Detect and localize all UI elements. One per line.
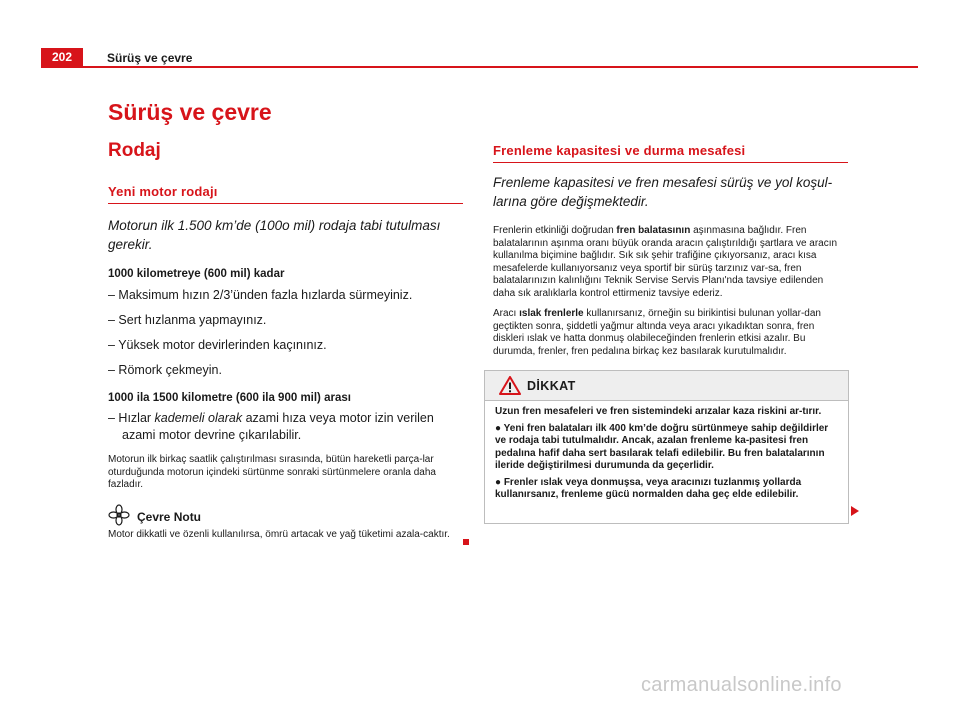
list-item-emphasis: kademeli olarak <box>154 411 243 425</box>
continue-arrow-icon <box>851 506 859 516</box>
section-end-marker <box>463 539 469 545</box>
list-item: – Sert hızlanma yapmayınız. <box>108 313 267 327</box>
paragraph-text: kullanırsanız, örneğin su birikintisi bulunan yollar-dan geçtikten sonra, şiddetli yağmur altında veya aracı yıkadıktan sonra, fren diskleri ıslak ve hatta donmuş olabileceğinden frenlerin etkisi azalır. Bu durumda, frenler, fren pedalına birkaç kez basılarak kurutulmalıdır. <box>493 308 821 357</box>
intro-text: Motorun ilk 1.500 km’de (100o mil) rodaja tabi tutulması gerekir. <box>108 218 441 252</box>
warning-body <box>485 401 848 511</box>
paragraph <box>493 308 848 358</box>
subsection-heading: Frenleme kapasitesi ve durma mesafesi <box>493 143 848 163</box>
right-column <box>493 140 848 358</box>
header-rule <box>41 66 918 68</box>
warning-title: DİKKAT <box>527 379 576 393</box>
paragraph-text: aşınmasına bağlıdır. Fren balatalarının aşınma oranı büyük oranda aracın çalıştırıldığı şartlara ve aracın kullanılma biçimine bağlıdır. Sık sık şehir trafiğine çıkıyorsanız, aracı kısa mesafelerde kullanıyorsanız veya sportif bir sürüş tarzınız var-sa, fren balatalarınızın kalınlığını Teknik Servise Servis Planı'nda tavsiye edilenden daha sık aralıklarla kontrol ettirmeniz tavsiye ederiz. <box>493 225 838 299</box>
flower-icon <box>108 504 130 526</box>
list-item: – Maksimum hızın 2/3’ünden fazla hızlarda sürmeyiniz. <box>108 288 413 302</box>
list-item <box>108 410 463 444</box>
section-heading: Rodaj <box>108 140 161 161</box>
paragraph-text: Aracı <box>493 308 520 319</box>
warning-box <box>484 370 849 524</box>
block1-title: 1000 kilometreye (600 mil) kadar <box>108 268 285 280</box>
env-note-header <box>108 504 463 526</box>
paragraph-bold: fren balatasının <box>616 225 691 236</box>
block2-title: 1000 ila 1500 kilometre (600 ila 900 mil) arası <box>108 392 351 404</box>
warning-text: ● Yeni fren balataları ilk 400 km’de doğru sürtünmeye sahip değildirler ve rodaja tabi tutulmalıdır. Ancak, azalan frenleme ka-pasitesi fren pedalına hafif daha sert basılarak telafi edilebilir. Bu fren balatalarının ileride değiştirilmesi durumunda da geçerlidir. <box>495 422 829 471</box>
subsection-heading: Yeni motor rodajı <box>108 184 463 204</box>
list-item-prefix: – Hızlar <box>108 411 155 425</box>
running-header-title: Sürüş ve çevre <box>107 51 193 65</box>
paragraph <box>493 225 848 300</box>
paragraph-bold: ıslak frenlerle <box>519 308 584 319</box>
list-item: – Römork çekmeyin. <box>108 363 222 377</box>
env-note-text: Motor dikkatli ve özenli kullanılırsa, ömrü artacak ve yağ tüketimi azala-caktır. <box>108 528 450 540</box>
warning-text: ● Frenler ıslak veya donmuşsa, veya aracınızı tuzlanmış yollarda kullanırsanız, frenleme gücü normalden daha geç elde edilebilir. <box>495 476 802 500</box>
page-title: Sürüş ve çevre <box>108 99 272 125</box>
paragraph-text: Frenlerin etkinliği doğrudan <box>493 225 617 236</box>
list-item-suffix: azami hıza veya motor izin verilen azami motor devrine çıkarılabilir. <box>122 411 434 442</box>
warning-icon <box>499 376 521 395</box>
warning-header <box>485 371 848 401</box>
list-item: – Yüksek motor devirlerinden kaçınınız. <box>108 338 327 352</box>
env-note-title: Çevre Notu <box>137 509 202 524</box>
watermark: carmanualsonline.info <box>641 674 842 696</box>
warning-text: Uzun fren mesafeleri ve fren sistemindeki arızalar kaza riskini ar-tırır. <box>495 406 822 417</box>
left-column <box>108 140 463 541</box>
page-number: 202 <box>41 48 83 67</box>
note-text: Motorun ilk birkaç saatlik çalıştırılması sırasında, bütün hareketli parça-lar oturduğunda motorun içindeki sürtünme sonraki sürtünmelere oranla daha fazladır. <box>108 454 436 490</box>
intro-text: Frenleme kapasitesi ve fren mesafesi sürüş ve yol koşul-larına göre değişmektedir. <box>493 175 833 209</box>
